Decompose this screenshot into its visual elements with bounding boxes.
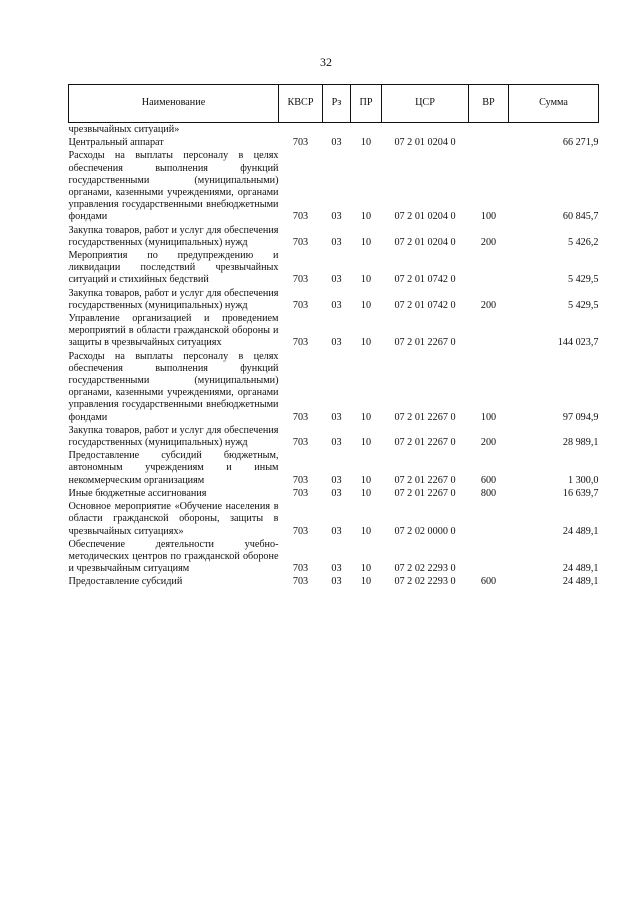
cell-pr: 10 — [360, 337, 372, 349]
cell-sum: 1 300,0 — [567, 474, 599, 486]
cell-csr: 07 2 01 2267 0 — [394, 337, 456, 349]
page-number: 32 — [320, 55, 332, 69]
cell-vr — [469, 249, 509, 287]
table-row — [69, 500, 599, 538]
cell-pr: 10 — [360, 576, 372, 588]
cell-name: Предоставление субсидий — [68, 576, 183, 588]
cell-kvsr: 703 — [292, 525, 309, 537]
cell-rz: 03 — [331, 211, 342, 223]
cell-name: Закупка товаров, работ и услуг для обеспечения государственных (муниципальных) нужд — [68, 287, 279, 311]
cell-pr: 10 — [360, 274, 372, 286]
table-row — [69, 249, 599, 287]
cell-pr — [351, 123, 382, 137]
cell-csr: 07 2 01 0204 0 — [394, 137, 456, 149]
cell-sum: 24 489,1 — [562, 563, 599, 575]
cell-name: Расходы на выплаты персоналу в целях обеспечения выполнения функций государственными (муниципальными) органами, казенными учреждениями, органами управления государственными внебюджетными фондами — [68, 150, 279, 223]
cell-sum: 60 845,7 — [562, 211, 599, 223]
cell-rz — [323, 123, 351, 137]
cell-csr: 07 2 01 2267 0 — [394, 437, 456, 449]
cell-kvsr: 703 — [292, 437, 309, 449]
cell-vr: 800 — [480, 487, 497, 499]
cell-rz: 03 — [331, 137, 342, 149]
cell-kvsr — [279, 123, 323, 137]
cell-csr: 07 2 01 2267 0 — [394, 411, 456, 423]
cell-csr: 07 2 01 2267 0 — [394, 487, 456, 499]
cell-rz: 03 — [331, 337, 342, 349]
cell-vr — [469, 500, 509, 538]
cell-sum: 144 023,7 — [557, 337, 599, 349]
cell-rz: 03 — [331, 236, 342, 248]
cell-kvsr: 703 — [292, 337, 309, 349]
cell-pr: 10 — [360, 525, 372, 537]
cell-vr: 100 — [480, 211, 497, 223]
cell-sum: 66 271,9 — [562, 137, 599, 149]
header-kvsr: КВСР — [279, 85, 323, 123]
cell-sum — [509, 123, 599, 137]
cell-csr: 07 2 01 0204 0 — [394, 236, 456, 248]
cell-sum: 97 094,9 — [562, 411, 599, 423]
cell-rz: 03 — [331, 274, 342, 286]
cell-pr: 10 — [360, 474, 372, 486]
cell-sum: 5 426,2 — [567, 236, 599, 248]
table-row — [69, 350, 599, 424]
cell-vr — [469, 123, 509, 137]
header-vr: ВР — [469, 85, 509, 123]
cell-csr: 07 2 02 0000 0 — [394, 525, 456, 537]
table-row — [69, 287, 599, 312]
cell-kvsr: 703 — [292, 211, 309, 223]
cell-name: Управление организацией и проведением мероприятий в области гражданской обороны и защиты в чрезвычайных ситуациях — [68, 313, 279, 349]
cell-rz: 03 — [331, 474, 342, 486]
cell-csr: 07 2 01 0742 0 — [394, 274, 456, 286]
cell-csr: 07 2 01 2267 0 — [394, 474, 456, 486]
cell-name: Обеспечение деятельности учебно-методических центров по гражданской обороне и чрезвычайным ситуациям — [68, 538, 279, 575]
cell-rz: 03 — [331, 563, 342, 575]
cell-name: Иные бюджетные ассигнования — [68, 487, 207, 499]
cell-name: Предоставление субсидий бюджетным, автономным учреждениям и иным некоммерческим организациям — [68, 450, 279, 486]
cell-pr: 10 — [360, 236, 372, 248]
cell-rz: 03 — [331, 487, 342, 499]
table-row — [69, 123, 599, 137]
cell-pr: 10 — [360, 299, 372, 311]
cell-pr: 10 — [360, 411, 372, 423]
cell-kvsr: 703 — [292, 487, 309, 499]
cell-rz: 03 — [331, 437, 342, 449]
cell-kvsr: 703 — [292, 411, 309, 423]
cell-vr: 200 — [480, 236, 497, 248]
table-row — [69, 149, 599, 223]
cell-sum: 5 429,5 — [567, 299, 599, 311]
cell-kvsr: 703 — [292, 576, 309, 588]
cell-sum: 24 489,1 — [562, 525, 599, 537]
cell-rz: 03 — [331, 411, 342, 423]
cell-csr: 07 2 02 2293 0 — [394, 576, 456, 588]
cell-vr — [469, 312, 509, 350]
cell-csr — [382, 123, 469, 137]
cell-pr: 10 — [360, 487, 372, 499]
table-row — [69, 538, 599, 576]
cell-name: чрезвычайных ситуаций» — [68, 124, 180, 135]
table-row — [69, 575, 599, 588]
cell-sum: 16 639,7 — [562, 487, 599, 499]
cell-kvsr: 703 — [292, 299, 309, 311]
cell-kvsr: 703 — [292, 137, 309, 149]
cell-name: Закупка товаров, работ и услуг для обеспечения государственных (муниципальных) нужд — [68, 224, 279, 248]
cell-rz: 03 — [331, 576, 342, 588]
cell-vr: 200 — [480, 299, 497, 311]
cell-pr: 10 — [360, 211, 372, 223]
cell-name: Закупка товаров, работ и услуг для обеспечения государственных (муниципальных) нужд — [68, 424, 279, 449]
table-row — [69, 449, 599, 487]
cell-vr: 100 — [480, 411, 497, 423]
cell-sum: 28 989,1 — [562, 437, 599, 449]
cell-vr — [469, 538, 509, 576]
cell-vr: 200 — [480, 437, 497, 449]
cell-pr: 10 — [360, 563, 372, 575]
header-csr: ЦСР — [382, 85, 469, 123]
header-pr: ПР — [351, 85, 382, 123]
header-name: Наименование — [69, 85, 279, 123]
cell-csr: 07 2 01 0742 0 — [394, 299, 456, 311]
cell-vr — [469, 136, 509, 149]
cell-vr: 600 — [480, 474, 497, 486]
cell-pr: 10 — [360, 437, 372, 449]
cell-kvsr: 703 — [292, 563, 309, 575]
cell-csr: 07 2 02 2293 0 — [394, 563, 456, 575]
cell-kvsr: 703 — [292, 274, 309, 286]
header-sum: Сумма — [509, 85, 599, 123]
cell-name: Центральный аппарат — [68, 137, 164, 149]
cell-name: Основное мероприятие «Обучение населения в области гражданской обороны, защиты в чрезвычайных ситуациях» — [68, 501, 279, 537]
cell-vr: 600 — [480, 576, 497, 588]
cell-csr: 07 2 01 0204 0 — [394, 211, 456, 223]
cell-rz: 03 — [331, 525, 342, 537]
cell-name: Расходы на выплаты персоналу в целях обеспечения выполнения функций государственными (муниципальными) органами, казенными учреждениями, органами управления государственными внебюджетными фондами — [68, 350, 279, 423]
cell-pr: 10 — [360, 137, 372, 149]
cell-sum: 24 489,1 — [562, 576, 599, 588]
table-row — [69, 312, 599, 350]
table-row — [69, 224, 599, 249]
header-rz: Рз — [323, 85, 351, 123]
table-body — [69, 123, 599, 589]
cell-sum: 5 429,5 — [567, 274, 599, 286]
table-row — [69, 487, 599, 500]
cell-kvsr: 703 — [292, 236, 309, 248]
table-header-row — [69, 85, 599, 123]
table-row — [69, 424, 599, 449]
budget-table — [68, 84, 599, 589]
cell-rz: 03 — [331, 299, 342, 311]
table-row — [69, 136, 599, 149]
cell-kvsr: 703 — [292, 474, 309, 486]
cell-name: Мероприятия по предупреждению и ликвидации последствий чрезвычайных ситуаций и стихийных бедствий — [68, 250, 279, 286]
